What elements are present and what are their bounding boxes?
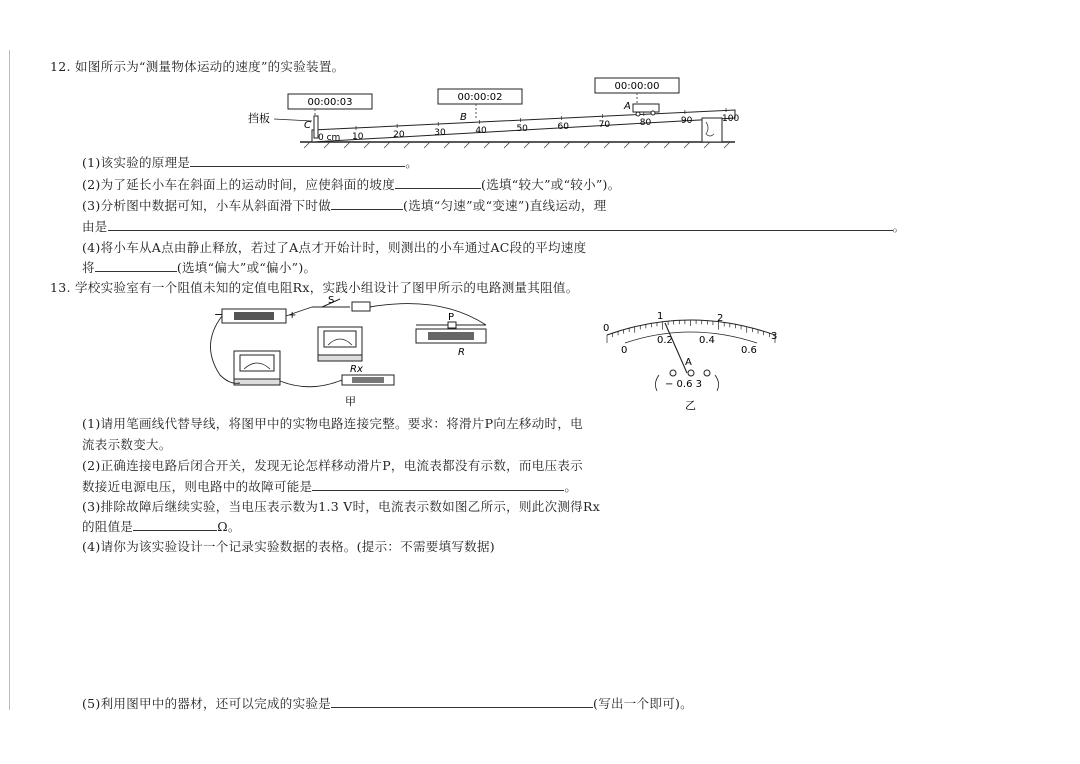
ruler-tick-label: 90 [680,116,693,126]
timer-b: 00:00:02 [457,92,503,103]
q13-part1: (1)请用笔画线代替导线，将图甲中的实物电路连接完整。要求：将滑片P向左移动时，电 [82,416,583,431]
q13-part3-cont: 的阻值是 Ω。 [82,519,241,534]
q13-part2: (2)正确连接电路后闭合开关，发现无论怎样移动滑片P，电流表都没有示数，而电压表示 [82,458,583,473]
battery-plus: + [288,310,297,321]
ruler-tick-label: 20 [393,130,405,140]
q13-part4: (4)请你为该实验设计一个记录实验数据的表格。(提示：不需要填写数据) [82,539,495,554]
q13-part5: (5)利用图甲中的器材，还可以完成的实验是 (写出一个即可)。 [82,696,693,711]
timer-a: 00:00:00 [614,81,660,92]
ruler-tick-label: 40 [475,126,487,136]
scale-top-3: 3 [771,331,778,342]
ruler-tick-label: 80 [639,118,652,128]
q12-incline-figure [240,74,740,150]
answer-blank[interactable] [133,518,217,531]
scale-top-2: 2 [717,313,724,324]
answer-blank[interactable] [190,154,405,167]
q12-part4: (4)将小车从A点由静止释放，若过了A点才开始计时，则测出的小车通过AC段的平均速度 [82,240,587,255]
q13-stem: 13. 学校实验室有一个阻值未知的定值电阻Rx，实践小组设计了图甲所示的电路测量其阻值。 [50,280,579,295]
q12-part4-cont: 将 (选填“偏大”或“偏小”)。 [82,260,317,275]
ruler-tick-label: 100 [722,114,740,124]
q13-part2-cont: 数接近电源电压，则电路中的故障可能是 。 [82,479,578,494]
answer-blank[interactable] [395,176,481,189]
dial-unit: A [685,357,692,368]
q12-part3-reason: 由是 。 [82,219,906,234]
baffle-label: 挡板 [248,112,270,125]
dial-ticks [607,320,778,343]
figure-yi-caption: 乙 [685,399,696,412]
point-c-label: C [304,120,311,131]
answer-blank[interactable] [312,478,564,491]
point-a-label: A [624,101,631,112]
q13-part3: (3)排除故障后继续实验，当电压表示数为1.3 V时，电流表示数如图乙所示，则此次测得Rx [82,499,601,514]
point-b-label: B [460,112,467,123]
timer-c: 00:00:03 [307,97,353,108]
scale-bottom-1: 0.2 [657,335,673,346]
page-left-rule [9,50,10,710]
scale-top-0: 0 [603,323,610,334]
rheostat-p-label: P [448,312,455,323]
ruler-unit: 0 cm [318,133,341,143]
dial-needle [665,323,687,373]
answer-blank[interactable] [95,259,177,272]
dial-terminals: − 0.6 3 [665,379,703,390]
scale-bottom-2: 0.4 [699,335,715,346]
resistor-label: Rx [350,364,363,375]
ruler-tick-label: 30 [434,128,446,138]
answer-blank[interactable] [108,218,893,231]
scale-bottom-0: 0 [621,345,628,356]
scale-bottom-3: 0.6 [741,345,757,356]
battery-minus: − [214,308,224,321]
ruler-tick-label: 70 [598,120,611,130]
ruler-tick-label: 60 [557,122,570,132]
rheostat-r-label: R [458,347,465,358]
ruler-tick-label: 10 [352,132,364,142]
q12-part1: (1)该实验的原理是 。 [82,155,419,170]
switch-label: S [328,295,335,306]
figure-jia-caption: 甲 [345,395,356,408]
answer-blank[interactable] [331,695,593,708]
q12-part3: (3)分析图中数据可知，小车从斜面滑下时做 (选填“匀速”或“变速”)直线运动，理 [82,198,607,213]
answer-blank[interactable] [331,197,403,210]
q13-circuit-figure [200,295,510,410]
q12-stem: 12. 如图所示为“测量物体运动的速度”的实验装置。 [50,59,345,74]
scale-top-1: 1 [657,311,664,322]
q13-part1-cont: 流表示数变大。 [82,437,172,452]
q12-part2: (2)为了延长小车在斜面上的运动时间，应使斜面的坡度 (选填“较大”或“较小”)。 [82,177,621,192]
ruler-tick-label: 50 [516,124,528,134]
q13-ammeter-dial [595,305,795,415]
